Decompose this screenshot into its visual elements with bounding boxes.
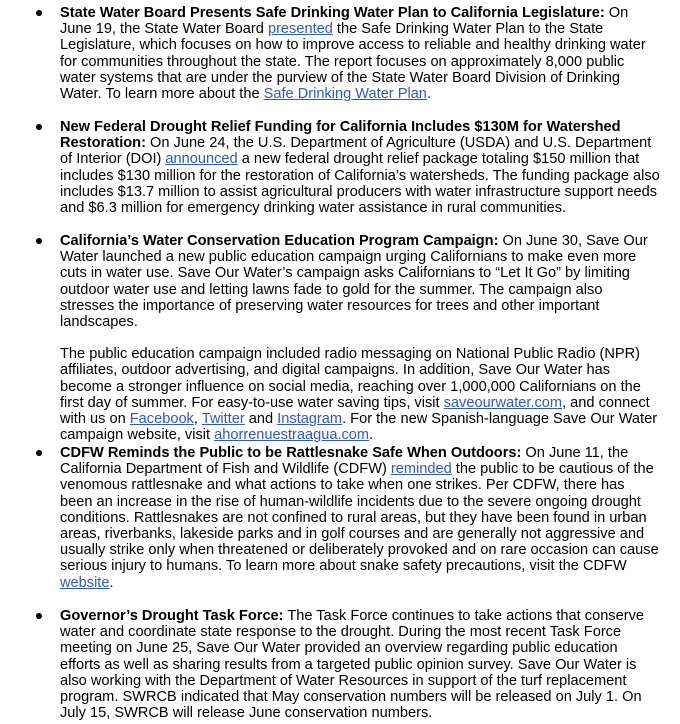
cdfw-website-link[interactable]: website xyxy=(60,574,110,591)
item-title: State Water Board Presents Safe Drinking Water Plan to California Legislature: xyxy=(60,5,605,21)
ahorrenuestraagua-link[interactable]: ahorrenuestraagua.com xyxy=(214,427,370,444)
reminded-link[interactable]: reminded xyxy=(390,461,452,478)
bullet-icon xyxy=(36,613,42,619)
item-title: Governor’s Drought Task Force: xyxy=(60,608,284,624)
announced-link[interactable]: announced xyxy=(165,151,238,168)
twitter-link[interactable]: Twitter xyxy=(201,411,245,428)
item-paragraph-2: The public education campaign included radio messaging on National Public Radio (NPR) affiliates, outdoor advertising, and digital campaigns. In addition, Save Our Water has become a stronger influence on social media, reaching over 1,000,000 Californians on the first day of summer. For easy-to-use water saving tips, visit saveourwater.com, and connect with us on Facebook, Twitter and Instagram. For the new Spanish-language Save Our Water campaign website, visit ahorrenuestraagua.com. xyxy=(60,346,658,444)
instagram-link[interactable]: Instagram xyxy=(277,411,343,428)
list-item-federal-drought-relief xyxy=(60,119,660,216)
item-paragraph: New Federal Drought Relief Funding for California Includes $130M for Watershed Restoration: On June 24, the U.S. Department of Agriculture (USDA) and U.S. Department of Interior (DOI) announced a new federal drought relief package totaling $150 million that includes $130 million for the restoration of California’s watersheds. The funding package also includes $13.7 million to assist agricultural producers with water infrastructure support needs and $6.3 million for emergency drinking water assistance in rural communities. xyxy=(60,119,660,217)
presented-link[interactable]: presented xyxy=(267,21,333,38)
list-item-water-conservation-campaign xyxy=(60,233,660,443)
bullet-icon xyxy=(36,124,42,130)
saveourwater-link[interactable]: saveourwater.com xyxy=(443,394,563,411)
item-title: California’s Water Conservation Education Program Campaign: xyxy=(60,233,499,249)
list-item-safe-drinking-water-plan xyxy=(60,5,660,102)
list-item-rattlesnake-safety xyxy=(60,445,660,591)
safe-drinking-water-plan-link[interactable]: Safe Drinking Water Plan xyxy=(263,86,427,103)
item-paragraph: CDFW Reminds the Public to be Rattlesnake Safe When Outdoors: On June 11, the California Department of Fish and Wildlife (CDFW) reminded the public to be cautious of the venomous rattlesnake and what actions to take when one strikes. Per CDFW, there has been an increase in the rise of human-wildlife incidents due to the severe ongoing drought conditions. Rattlesnakes are not confined to rural areas, but they have been found in urban areas, riverbanks, lakeside parks and in golf courses and are generally not aggressive and usually strike only when threatened or deliberately provoked and on rare occasion can cause serious injury to humans. To learn more about snake safety precautions, visit the CDFW website. xyxy=(60,445,659,591)
item-paragraph: State Water Board Presents Safe Drinking Water Plan to California Legislature: On June 19, the State Water Board presented the Safe Drinking Water Plan to the State Legislature, which focuses on how to improve access to reliable and healthy drinking water for communities throughout the state. The report focuses on approximately 8,000 public water systems that are under the purview of the State Water Board Division of Drinking Water. To learn more about the Safe Drinking Water Plan. xyxy=(60,5,646,103)
bullet-icon xyxy=(36,238,42,244)
bullet-icon xyxy=(36,450,42,456)
item-title: CDFW Reminds the Public to be Rattlesnake Safe When Outdoors: xyxy=(60,445,522,461)
list-item-drought-task-force xyxy=(60,608,660,721)
facebook-link[interactable]: Facebook xyxy=(129,411,194,428)
bullet-icon xyxy=(36,10,42,16)
item-title: New Federal Drought Relief Funding for California Includes $130M for Watershed Restoration: xyxy=(60,119,621,152)
item-paragraph: Governor’s Drought Task Force: The Task Force continues to take actions that conserve water and coordinate state response to the drought. During the most recent Task Force meeting on June 25, Save Our Water provided an overview regarding public education efforts as well as sharing results from a targeted public opinion survey. Save Our Water is also working with the Department of Water Resources in support of the turf replacement program. SWRCB indicated that May conservation numbers will be released on July 1. On July 15, SWRCB will release June conservation numbers. xyxy=(60,608,644,722)
item-paragraph: California’s Water Conservation Education Program Campaign: On June 30, Save Our Water launched a new public education campaign urging Californians to make even more cuts in water use. Save Our Water’s campaign asks Californians to “Let It Go” by limiting outdoor water use and letting lawns fade to gold for the summer. The campaign also stresses the importance of preserving water resources for trees and other important landscapes. xyxy=(60,233,648,331)
